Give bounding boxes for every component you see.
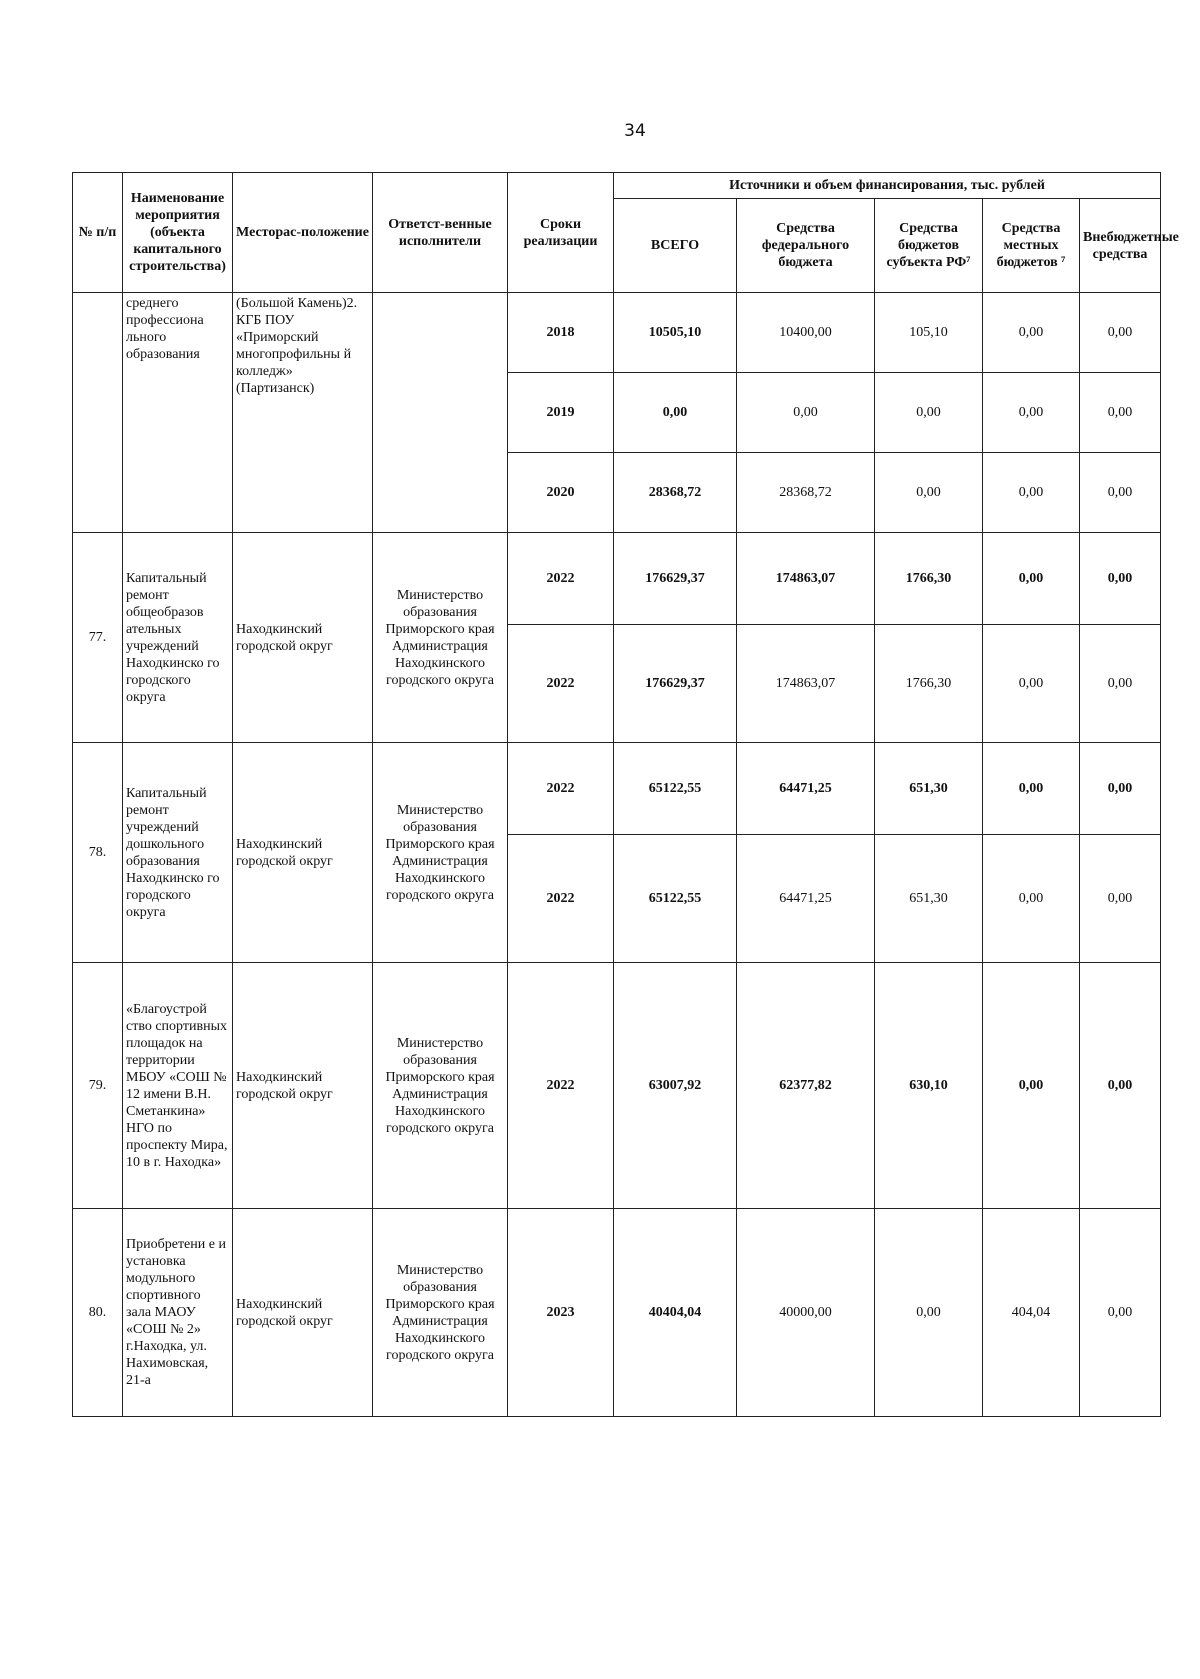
table-row bbox=[73, 743, 1161, 835]
subject-cell: 0,00 bbox=[875, 453, 983, 533]
federal-cell: 64471,25 bbox=[737, 743, 875, 835]
header-subject: Средства бюджетов субъекта РФ⁷ bbox=[875, 199, 983, 293]
subject-cell: 1766,30 bbox=[875, 533, 983, 625]
header-funding-group: Источники и объем финансирования, тыс. рублей bbox=[614, 173, 1161, 199]
item-name: Приобретени е и установка модульного спортивного зала МАОУ «СОШ № 2» г.Находка, ул. Нахимовская, 21-а bbox=[123, 1209, 233, 1417]
table-row bbox=[73, 293, 1161, 373]
cont-num bbox=[73, 293, 123, 533]
total-cell: 65122,55 bbox=[614, 743, 737, 835]
page-number: 34 bbox=[624, 121, 646, 141]
subject-cell: 651,30 bbox=[875, 743, 983, 835]
total-cell: 28368,72 bbox=[614, 453, 737, 533]
extra-cell: 0,00 bbox=[1080, 293, 1161, 373]
item-name: «Благоустрой ство спортивных площадок на территории МБОУ «СОШ № 12 имени В.Н. Сметанкина» НГО по проспекту Мира, 10 в г. Находка» bbox=[123, 963, 233, 1209]
extra-cell: 0,00 bbox=[1080, 835, 1161, 963]
table-header-row bbox=[73, 173, 1161, 199]
item-responsible: Министерство образования Приморского края Администрация Находкинского городского округа bbox=[373, 1209, 508, 1417]
subject-cell: 0,00 bbox=[875, 373, 983, 453]
federal-cell: 64471,25 bbox=[737, 835, 875, 963]
table-row bbox=[73, 533, 1161, 625]
table-row bbox=[73, 963, 1161, 1209]
cont-responsible bbox=[373, 293, 508, 533]
total-cell: 176629,37 bbox=[614, 625, 737, 743]
header-federal: Средства федерального бюджета bbox=[737, 199, 875, 293]
item-location: Находкинский городской округ bbox=[233, 1209, 373, 1417]
total-cell: 176629,37 bbox=[614, 533, 737, 625]
federal-cell: 28368,72 bbox=[737, 453, 875, 533]
local-cell: 0,00 bbox=[983, 533, 1080, 625]
federal-cell: 174863,07 bbox=[737, 533, 875, 625]
year-cell: 2020 bbox=[508, 453, 614, 533]
subject-cell: 630,10 bbox=[875, 963, 983, 1209]
header-terms: Сроки реализации bbox=[508, 173, 614, 293]
item-num: 77. bbox=[73, 533, 123, 743]
header-responsible: Ответст-венные исполнители bbox=[373, 173, 508, 293]
year-cell: 2022 bbox=[508, 625, 614, 743]
header-local: Средства местных бюджетов ⁷ bbox=[983, 199, 1080, 293]
item-location: Находкинский городской округ bbox=[233, 743, 373, 963]
extra-cell: 0,00 bbox=[1080, 963, 1161, 1209]
extra-cell: 0,00 bbox=[1080, 743, 1161, 835]
total-cell: 40404,04 bbox=[614, 1209, 737, 1417]
cont-name: среднего профессиона льного образования bbox=[123, 293, 233, 533]
year-cell: 2022 bbox=[508, 533, 614, 625]
local-cell: 0,00 bbox=[983, 453, 1080, 533]
item-responsible: Министерство образования Приморского края Администрация Находкинского городского округа bbox=[373, 963, 508, 1209]
financing-table bbox=[72, 172, 1179, 1417]
federal-cell: 10400,00 bbox=[737, 293, 875, 373]
extra-cell: 0,00 bbox=[1080, 453, 1161, 533]
federal-cell: 0,00 bbox=[737, 373, 875, 453]
local-cell: 0,00 bbox=[983, 293, 1080, 373]
cont-location: (Большой Камень)2. КГБ ПОУ «Приморский многопрофильны й колледж» (Партизанск) bbox=[233, 293, 373, 533]
item-num: 79. bbox=[73, 963, 123, 1209]
year-cell: 2018 bbox=[508, 293, 614, 373]
extra-cell: 0,00 bbox=[1080, 373, 1161, 453]
total-cell: 10505,10 bbox=[614, 293, 737, 373]
item-num: 78. bbox=[73, 743, 123, 963]
total-cell: 65122,55 bbox=[614, 835, 737, 963]
local-cell: 0,00 bbox=[983, 373, 1080, 453]
local-cell: 0,00 bbox=[983, 835, 1080, 963]
extra-cell: 0,00 bbox=[1080, 1209, 1161, 1417]
subject-cell: 0,00 bbox=[875, 1209, 983, 1417]
header-extra: Внебюджетные средства bbox=[1080, 199, 1161, 293]
year-cell: 2022 bbox=[508, 835, 614, 963]
extra-cell: 0,00 bbox=[1080, 533, 1161, 625]
federal-cell: 174863,07 bbox=[737, 625, 875, 743]
local-cell: 0,00 bbox=[983, 963, 1080, 1209]
year-cell: 2022 bbox=[508, 743, 614, 835]
table-row bbox=[73, 1209, 1161, 1417]
year-cell: 2023 bbox=[508, 1209, 614, 1417]
item-responsible: Министерство образования Приморского края Администрация Находкинского городского округа bbox=[373, 533, 508, 743]
header-name: Наименование мероприятия (объекта капитального строительства) bbox=[123, 173, 233, 293]
subject-cell: 651,30 bbox=[875, 835, 983, 963]
year-cell: 2019 bbox=[508, 373, 614, 453]
header-num: № п/п bbox=[73, 173, 123, 293]
total-cell: 63007,92 bbox=[614, 963, 737, 1209]
federal-cell: 40000,00 bbox=[737, 1209, 875, 1417]
local-cell: 404,04 bbox=[983, 1209, 1080, 1417]
federal-cell: 62377,82 bbox=[737, 963, 875, 1209]
extra-cell: 0,00 bbox=[1080, 625, 1161, 743]
item-num: 80. bbox=[73, 1209, 123, 1417]
item-location: Находкинский городской округ bbox=[233, 533, 373, 743]
item-location: Находкинский городской округ bbox=[233, 963, 373, 1209]
local-cell: 0,00 bbox=[983, 743, 1080, 835]
header-location: Месторас-положение bbox=[233, 173, 373, 293]
local-cell: 0,00 bbox=[983, 625, 1080, 743]
subject-cell: 1766,30 bbox=[875, 625, 983, 743]
item-responsible: Министерство образования Приморского края Администрация Находкинского городского округа bbox=[373, 743, 508, 963]
item-name: Капитальный ремонт общеобразов ательных учреждений Находкинско го городского округа bbox=[123, 533, 233, 743]
year-cell: 2022 bbox=[508, 963, 614, 1209]
total-cell: 0,00 bbox=[614, 373, 737, 453]
subject-cell: 105,10 bbox=[875, 293, 983, 373]
item-name: Капитальный ремонт учреждений дошкольного образования Находкинско го городского округа bbox=[123, 743, 233, 963]
header-total: ВСЕГО bbox=[614, 199, 737, 293]
